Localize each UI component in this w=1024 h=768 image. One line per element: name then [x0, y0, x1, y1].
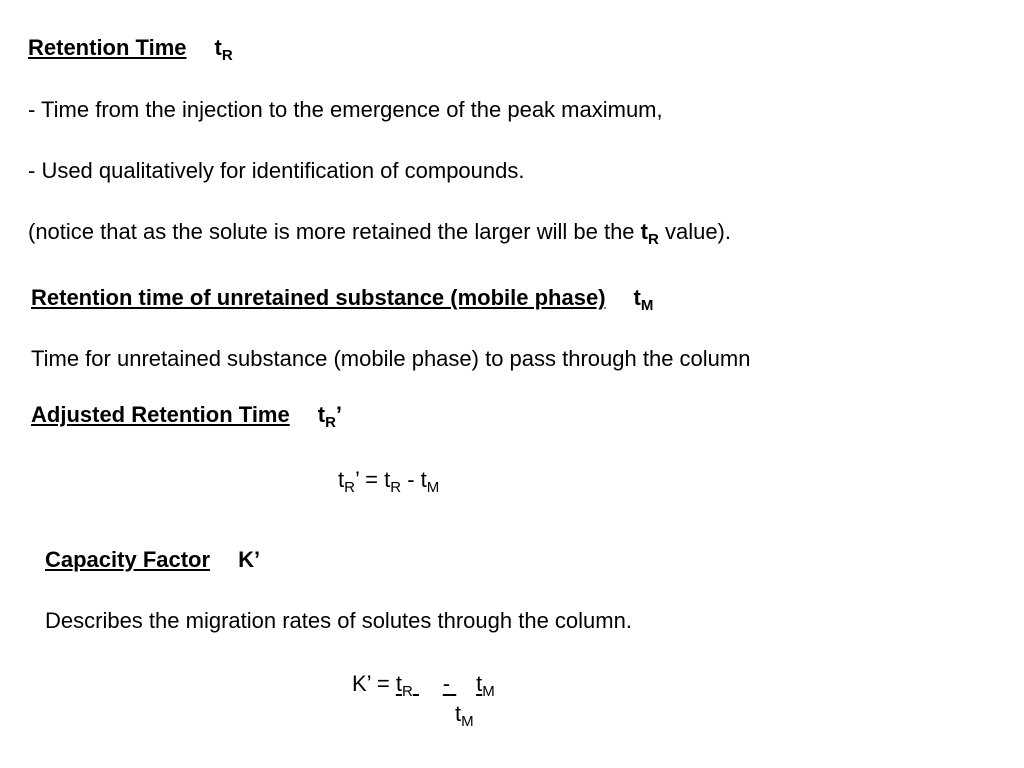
retention-time-heading	[28, 35, 233, 64]
retention-time-bullet-1: - Time from the injection to the emergence of the peak maximum,	[28, 97, 663, 122]
adjusted-symbol: $t_R$’	[317, 402, 343, 431]
capacity-heading	[45, 547, 260, 573]
retention-time-bullet-2: - Used qualitatively for identification of compounds.	[28, 158, 525, 183]
capacity-equation-denominator: $t_M$	[455, 701, 474, 730]
capacity-equation-numerator: K’ = $t_R - t_M$	[352, 671, 495, 700]
adjusted-title: Adjusted Retention Time	[31, 402, 290, 427]
capacity-title: Capacity Factor	[45, 547, 211, 572]
unretained-title: Retention time of unretained substance (mobile phase)	[31, 285, 606, 310]
capacity-symbol: K’	[238, 547, 261, 572]
unretained-heading	[31, 285, 654, 314]
adjusted-equation: $t_R$’ = $t_R - t_M$	[338, 467, 440, 496]
retention-time-note: (notice that as the solute is more retained the larger will be the $t_R$ value).	[28, 219, 731, 248]
unretained-description: Time for unretained substance (mobile phase) to pass through the column	[31, 346, 751, 371]
retention-time-symbol: $t_R$	[214, 35, 233, 64]
adjusted-heading	[31, 402, 343, 431]
unretained-symbol: $t_M$	[633, 285, 654, 314]
capacity-description: Describes the migration rates of solutes through the column.	[45, 608, 632, 633]
retention-time-title: Retention Time	[28, 35, 187, 60]
